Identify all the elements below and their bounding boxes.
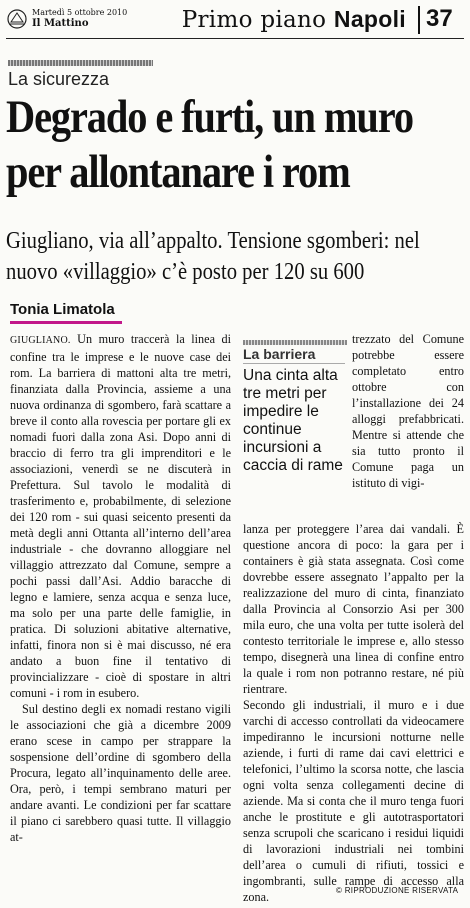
section-city: Napoli bbox=[333, 6, 406, 32]
issue-date: Martedì 5 ottobre 2010 bbox=[32, 8, 128, 17]
sidebar-box bbox=[243, 346, 345, 514]
paragraph-text: Un muro traccerà la linea di confine tra le imprese e le nuove case dei rom. La barriera di mattoni alta tre metri, finanziata dalla Provincia, assieme a una nuova ordinanza di sgombero, farà scattare a breve il conto alla rovescia per portare gli ex nomadi fuori dalla zona Asi. Dopo anni di braccio di ferro tra gli imprenditori e le associazioni, venerdì se ne discuterà in Prefettura. Sul tavolo le modalità di trasferimento e, probabilmente, di selezione dei 120 rom - sui quasi seicento presenti da metà degli anni Ottanta all’interno dell’area industriale - che dovranno alloggiare nel villaggio attrezzato dal Comune, sempre a pochi passi dall’Asi. Addio baracche di legno e lamiere, senza acqua e senza luce, ma solo per una parte delle famiglie, in pratica. Di soluzioni abitative alternative, infatti, finora non si è mai discusso, né era andato a buon fine il tentativo di provincializzare - cioè di spostare in altri comuni - i rom in esubero. bbox=[10, 332, 231, 700]
body-column-2-3 bbox=[243, 521, 464, 905]
page-number: 37 bbox=[426, 5, 453, 32]
body-paragraph: Secondo gli industriali, il muro e i due varchi di accesso controllati da videocamere impediranno le incursioni notturne nelle aziende, i furti di rame dai cavi elettrici e telefonici, l’ultimo la scorsa notte, che lascia ogni volta senza collegamenti decine di aziende. Ma si conta che il muro tenga fuori anche le prostitute e gli autotrasportatori senza scrupoli che scaricano i residui liquidi di lavorazioni industriali nei tombini dell’area o cumuli di rifiuti, tossici e ingombranti, sulle rampe di accesso alla zona. bbox=[243, 698, 464, 904]
article-headline bbox=[6, 90, 413, 200]
body-paragraph: lanza per proteggere l’area dai vandali. È questione ancora di poco: la gara per i containers è già stata assegnata. Così come dovrebbe essere assegnato l’appalto per la realizzazione del muro di cinta, finanziato dalla Provincia al Consorzio Asi per 300 mila euro, che una volta per tutte isolerà del contesto territoriale le imprese e, allo stesso tempo, disegnerà una linea di confine entro la quale i rom non potranno restare, né più rientrare. bbox=[243, 522, 464, 696]
subhead-line-1: Giugliano, via all’appalto. Tensione sgomberi: nel bbox=[6, 228, 420, 254]
byline-underline bbox=[10, 321, 122, 324]
body-paragraph bbox=[10, 331, 231, 701]
headline-line-2: per allontanare i rom bbox=[6, 146, 350, 198]
author-byline: Tonia Limatola bbox=[10, 301, 115, 318]
section-title bbox=[182, 6, 406, 33]
sidebar-body: Una cinta alta tre metri per impedire le continue incursioni a caccia di rame bbox=[243, 367, 343, 474]
body-paragraph: Sul destino degli ex nomadi restano vigili le associazioni che già a dicembre 2009 erano scese in campo per strappare la sospensione dell’ordine di sgombero della Procura, legato all’inquinamento delle aree. Ora, però, i tempi sembrano maturi per andare avanti. Le condizioni per far scattare il piano ci sarebbero quasi tutte. Il villaggio at- bbox=[10, 702, 231, 844]
page-header bbox=[0, 0, 470, 40]
subhead-line-2: nuovo «villaggio» c’è posto per 120 su 600 bbox=[6, 259, 365, 285]
copyright-credit: © RIPRODUZIONE RISERVATA bbox=[336, 886, 459, 895]
newspaper-name: Il Mattino bbox=[32, 18, 89, 29]
header-divider bbox=[418, 6, 420, 34]
newspaper-crest-icon bbox=[6, 8, 28, 30]
article-kicker: La sicurezza bbox=[8, 69, 110, 89]
sidebar-title: La barriera bbox=[243, 346, 345, 364]
article-subhead bbox=[6, 226, 420, 288]
headline-line-1: Degrado e furti, un muro bbox=[6, 91, 413, 143]
header-rule bbox=[6, 38, 464, 39]
body-column-1 bbox=[10, 331, 231, 845]
sidebar-bar bbox=[243, 340, 347, 345]
kicker-bar bbox=[8, 60, 153, 66]
section-prefix: Primo piano bbox=[181, 7, 327, 33]
dateline: GIUGLIANO. bbox=[10, 335, 71, 346]
body-column-3-top: trezzato del Comune potrebbe essere completato entro ottobre con l’installazione dei 24 alloggi prefabbricati. Mentre si attende che sia tutto pronto il Comune paga un istituto di vigi- bbox=[352, 332, 464, 490]
